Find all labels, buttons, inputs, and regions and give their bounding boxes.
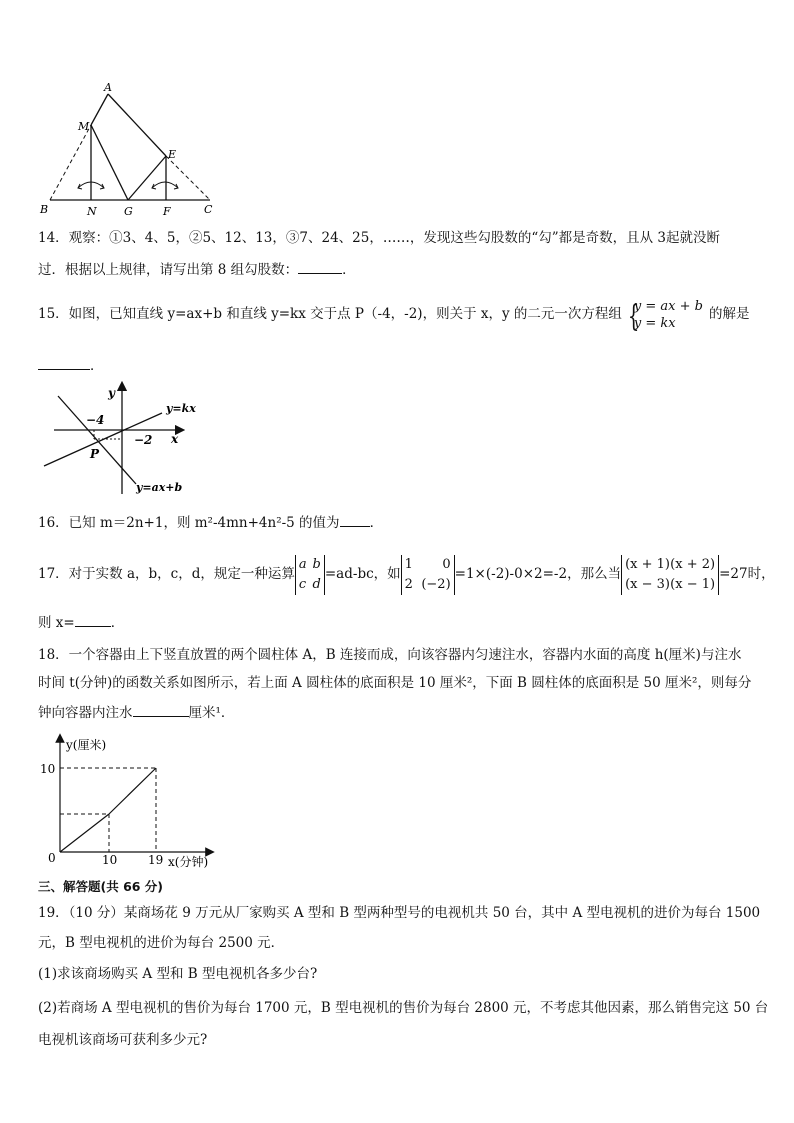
label-M: M	[78, 120, 90, 133]
q16-end: ．	[369, 515, 384, 531]
det1-a: a	[298, 556, 307, 572]
q15-x-axis-label: x	[171, 432, 179, 446]
q18-text-a: 钟向容器内注水	[38, 705, 133, 721]
q16-answer-blank[interactable]	[340, 512, 370, 527]
section3-title: 三、解答题(共 66 分)	[38, 879, 164, 894]
q18-origin: 0	[48, 851, 56, 865]
label-F: F	[163, 205, 171, 218]
q18-x-tick-19: 19	[148, 853, 164, 867]
q15-graph	[38, 380, 213, 500]
q14-end: ．	[342, 262, 356, 278]
label-A: A	[104, 81, 112, 94]
q15-text-b: 的解是	[708, 306, 750, 322]
q17-det-def	[295, 555, 325, 595]
q19-line5: 电视机该商场可获利多少元?	[38, 1032, 208, 1048]
q17-text-a: 17．对于实数 a，b，c，d，规定一种运算	[38, 566, 295, 582]
q19-line3: (1)求该商场购买 A 型和 B 型电视机各多少台?	[38, 966, 318, 982]
q15-answer-blank[interactable]	[38, 355, 90, 370]
det2-d: (−2)	[421, 576, 451, 592]
label-C: C	[204, 203, 213, 216]
label-N: N	[87, 205, 97, 218]
det3-c: (x − 3)	[625, 576, 670, 592]
det3-b: (x + 2)	[670, 556, 716, 572]
det2-a: 1	[404, 556, 413, 572]
q17-line2	[38, 612, 124, 633]
q15-end: ．	[90, 358, 104, 374]
q15-line1	[38, 294, 749, 334]
q14-line2	[38, 259, 356, 280]
q18-x-tick-10: 10	[102, 853, 118, 867]
q19-line1: 19．（10 分）某商场花 9 万元从厂家购买 A 型和 B 型两种型号的电视机共 50 台，其中 A 型电视机的进价为每台 1500	[38, 905, 761, 921]
q15-text: 15．如图，已知直线 y=ax+b 和直线 y=kx 交于点 P（-4，-2)，则关于 x，y 的二元一次方程组	[38, 306, 622, 322]
q15-eq1: y = ax + b	[633, 298, 703, 314]
q17-det-question	[621, 555, 719, 595]
q14-line1: 14．观察：①3、4、5，②5、12、13，③7、24、25，……，发现这些勾股数的“勾”都是奇数，且从 3起就没断	[38, 230, 721, 246]
q15-point-label: P	[90, 447, 100, 461]
q15-kx-label: y=kx	[166, 402, 196, 415]
q14-text: 过．根据以上规律，请写出第 8 组勾股数：	[38, 262, 299, 278]
q15-tick-y: −2	[134, 433, 153, 447]
det1-d: d	[312, 576, 321, 592]
det1-c: c	[298, 576, 307, 592]
q15-eq2: y = kx	[633, 315, 676, 331]
q18-line2: 时间 t(分钟)的函数关系如图所示，若上面 A 圆柱体的底面积是 10 厘米²，下面 B 圆柱体的底面积是 50 厘米²，则每分	[38, 675, 752, 691]
q15-tick-x: −4	[86, 413, 105, 427]
q18-answer-blank[interactable]	[133, 702, 189, 717]
q16-line	[38, 512, 383, 533]
q17-answer-blank[interactable]	[75, 612, 111, 627]
q19-line2: 元，B 型电视机的进价为每台 2500 元．	[38, 935, 285, 951]
q19-line4: (2)若商场 A 型电视机的售价为每台 1700 元，B 型电视机的售价为每台 2800 元，不考虑其他因素，那么销售完这 50 台	[38, 1000, 769, 1016]
q15-line2	[38, 355, 104, 376]
q18-y-axis-label: y(厘米)	[66, 738, 107, 752]
q18-y-tick: 10	[40, 762, 56, 776]
q14-answer-blank[interactable]	[298, 259, 342, 274]
q17-end: ．	[110, 615, 125, 631]
q15-axb-label: y=ax+b	[136, 481, 183, 494]
det3-a: (x + 1)	[625, 556, 670, 572]
triangle-fold-figure	[38, 80, 228, 220]
q18-line1: 18．一个容器由上下竖直放置的两个圆柱体 A，B 连接而成，向该容器内匀速注水，容器内水面的高度 h(厘米)与注水	[38, 647, 742, 663]
label-B: B	[40, 203, 49, 216]
det2-b: 0	[442, 556, 451, 572]
q18-text-b: 厘米¹．	[188, 705, 235, 721]
q18-graph	[30, 732, 230, 872]
q17-text-e: 则 x=	[38, 615, 75, 631]
q17-text-d: =27时，	[719, 566, 775, 582]
q15-equation-system: { y = ax + b y = kx	[627, 298, 703, 334]
q16-text: 16．已知 m＝2n+1，则 m²-4mn+4n²-5 的值为	[38, 515, 340, 531]
det1-b: b	[312, 556, 321, 572]
q18-line3	[38, 702, 234, 723]
det3-d: (x − 1)	[670, 576, 716, 592]
det2-c: 2	[404, 576, 413, 592]
q17-text-c: =1×(-2)-0×2=-2，那么当	[454, 566, 622, 582]
q17-det-example	[401, 555, 455, 595]
label-G: G	[124, 205, 133, 218]
q18-x-axis-label: x(分钟)	[168, 855, 209, 869]
q17-line1	[38, 552, 775, 596]
label-E: E	[168, 148, 177, 161]
q15-y-axis-label: y	[108, 386, 115, 400]
q17-text-b: =ad-bc，如	[324, 566, 401, 582]
